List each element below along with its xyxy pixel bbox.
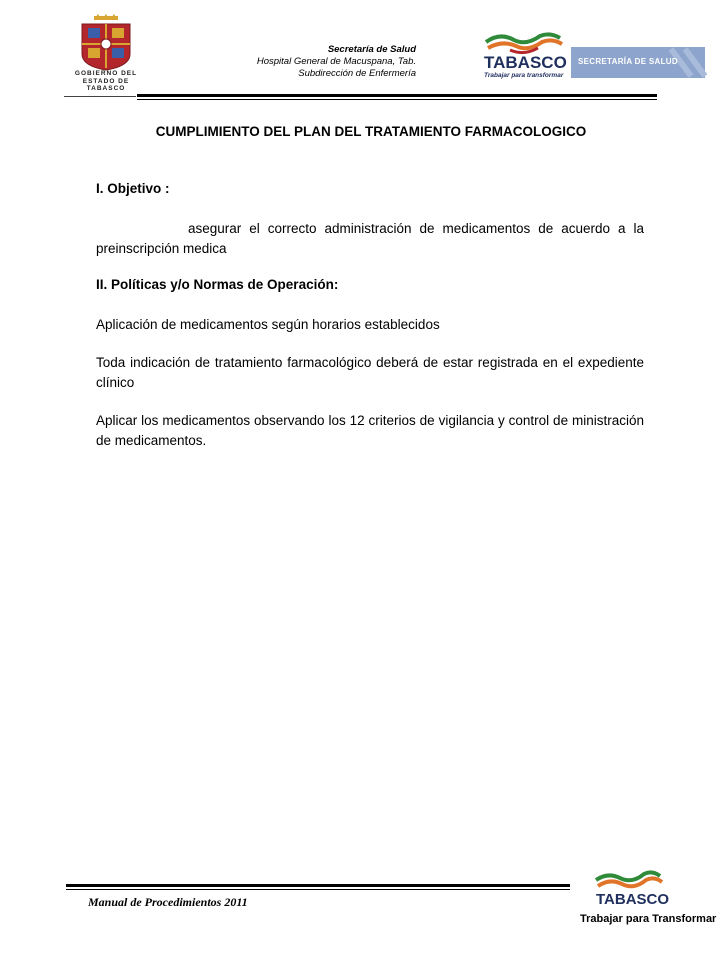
header-divider-thin	[137, 99, 657, 100]
secretaria-salud-badge-label: SECRETARÍA DE SALUD	[578, 57, 678, 66]
crest-caption: GOBIERNO DEL ESTADO DE TABASCO	[74, 70, 138, 92]
section-politicas-heading: II. Políticas y/o Normas de Operación:	[96, 277, 339, 292]
section-objetivo-heading: I. Objetivo :	[96, 181, 170, 196]
section-objetivo-text: asegurar el correcto administración de medicamentos de acuerdo a la preinscripción medica	[96, 221, 644, 256]
policy-item: Aplicación de medicamentos según horarios establecidos	[96, 317, 440, 332]
policy-item: Toda indicación de tratamiento farmacológico deberá de estar registrada en el expediente clínico	[96, 355, 644, 390]
policy-item: Aplicar los medicamentos observando los 12 criterios de vigilancia y control de ministración de medicamentos.	[96, 413, 644, 448]
footer-logo-slogan: Trabajar para Transformar	[580, 913, 717, 925]
crest-underline	[64, 96, 136, 97]
tabasco-logo-slogan: Trabajar para transformar	[484, 72, 564, 79]
header-divider-thick	[137, 94, 657, 97]
header-hospital: Hospital General de Macuspana, Tab.	[256, 56, 416, 67]
tabasco-logo-wordmark: TABASCO	[484, 53, 567, 72]
footer-logo-wordmark: TABASCO	[596, 891, 670, 908]
header-secretaria: Secretaría de Salud	[327, 44, 416, 55]
header-text-block	[200, 44, 416, 80]
document-title: CUMPLIMIENTO DEL PLAN DEL TRATAMIENTO FARMACOLOGICO	[155, 124, 587, 139]
footer-tabasco-logo	[580, 868, 717, 930]
header-subdireccion: Subdirección de Enfermería	[298, 68, 416, 79]
tabasco-logo	[480, 30, 566, 80]
footer-divider-thick	[66, 884, 570, 887]
footer-divider-thin	[66, 889, 570, 890]
footer-manual-label: Manual de Procedimientos 2011	[88, 895, 248, 909]
